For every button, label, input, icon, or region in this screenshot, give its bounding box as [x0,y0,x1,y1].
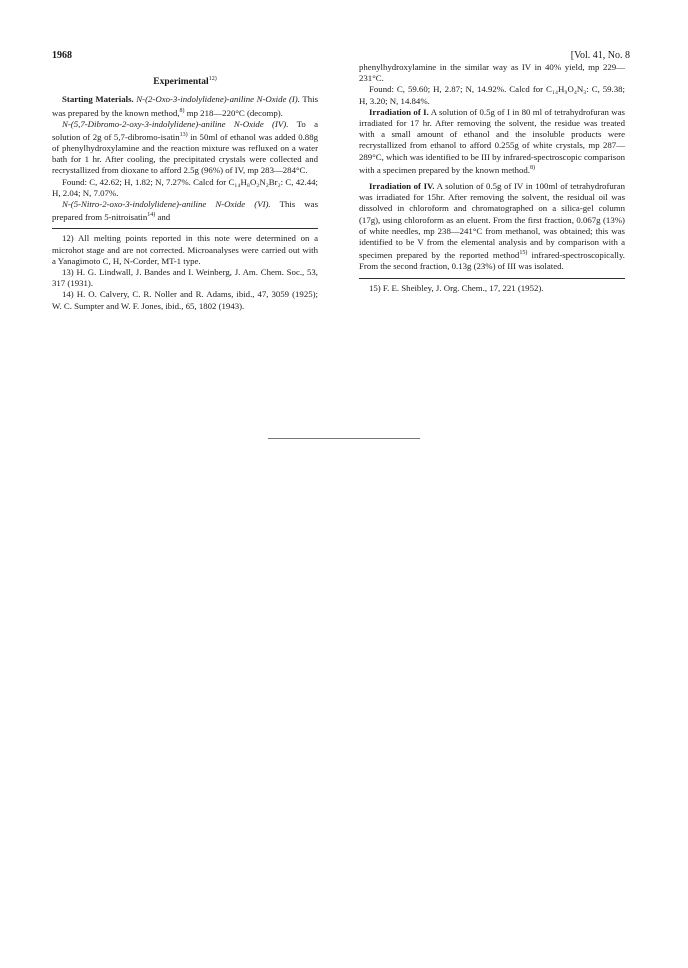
analysis-found: Found: C, 59.60; H, 2.87; N, 14.92%. Calcd [369,84,530,95]
citation-ref: 15) [519,250,528,257]
footnote-divider [359,278,625,279]
section-title-note: 12) [208,76,217,82]
citation-ref: 8) [179,107,185,114]
body-text: in 50ml of ethanol was added 0.88g of phenylhydroxylamine and the reaction mixture was refluxed on a water bath for 1 hr. After cooling, the precipitated crystals were collected and recrystallized from dioxane to afford 2.5g (96%) of IV, mp 283—284°C. [52,131,318,176]
body-text: To a solution of 2g of 5,7-dibromo-isatin [52,118,319,142]
footnote-12: 12) All melting points reported in this note were determined on a microhot stage and are not corrected. Microanalyses were carried out with a Yanagimoto C, H, N-Corder, MT-1 type. [52,233,318,266]
footnote-15: 15) F. E. Sheibley, J. Org. Chem., 17, 221 (1952). [369,282,544,293]
paragraph-irradiation-i [359,107,625,176]
body-text: and [157,212,171,223]
body-text: infrared-spectroscopically. From the second fraction, 0.13g (23%) of III was isolated. [359,250,625,272]
paragraph-irradiation-iv [359,181,625,273]
body-text: This was prepared from 5-nitroisatin [52,199,318,223]
footnote-divider [52,228,318,229]
paragraph-compound-vi [52,199,318,223]
compound-name: N-(5-Nitro-2-oxo-3-indolylidene)-aniline N-Oxide (VI). [62,199,271,210]
body-text: A solution of 0.5g of I in 80 ml of tetrahydrofuran was irradiated for 17 hr. After removing the solvent, the residue was treated with a small amount of ethanol and the insoluble products were recrystallized from ethanol to afford 0.255g of white crystals, mp 287—289°C, which was identified to be III by infrared-spectroscopic comparison with a specimen prepared by the known method. [359,106,625,175]
citation-ref: 13) [179,131,188,138]
footnote-14: 14) H. O. Calvery, C. R. Noller and R. Adams, ibid., 47, 3059 (1925); W. C. Sumpter and W. F. Jones, ibid., 65, 1802 (1943). [52,289,318,311]
citation-ref: 14) [147,212,156,219]
paragraph-analysis-vi [359,84,625,106]
end-rule [268,438,420,439]
footnote-13: 13) H. G. Lindwall, J. Bandes and I. Weinberg, J. Am. Chem. Soc., 53, 317 (1931). [52,266,318,289]
body-text: A solution of 0.5g of IV in 100ml of tetrahydrofuran was irradiated for 15hr. After removing the solvent, the residual oil was dissolved in chloroform and chromatographed on a silica-gel column (17g), using chloroform as an eluent. From the first fraction, 0.067g (13%) of white needles, mp 238—241°C from methanol, was obtained; this was identified to be V from the elemental analysis and by comparison with a specimen prepared by the reported method [359,180,625,261]
run-in-heading: Irradiation of IV. [369,180,435,191]
footnotes-left [52,233,318,311]
analysis-calcd: C₁₄H₈O₂N₂Br₂: C, 42.44; H, 2.04; N, 7.07%. [52,176,318,198]
paragraph-analysis-iv [52,177,318,199]
compound-name: N-(5,7-Dibromo-2-oxy-3-indolylidene)-aniline N-Oxide (IV). [62,118,289,129]
run-in-heading: Starting Materials. [62,94,134,105]
footnotes-right [359,283,625,294]
paragraph-starting-materials [52,94,318,118]
page-number: 1968 [52,50,72,61]
body-text: This was prepared by the known method, [52,94,318,118]
right-column [359,62,625,294]
volume-info: [Vol. 41, No. 8 [570,50,630,61]
analysis-calcd: for C₁₄H₉O₄N₃: C, 59.38; H, 3.20; N, 14.84%. [359,84,625,106]
paragraph-continued: phenylhydroxylamine in the similar way as IV in 40% yield, mp 229—231°C. [359,62,625,84]
section-title-text: Experimental [153,77,209,88]
citation-ref: 8) [530,164,536,171]
paragraph-compound-iv [52,119,318,177]
left-column [52,62,318,312]
analysis-found: Found: C, 42.62; H, 1.82; N, 7.27%. Calcd for [62,176,227,187]
run-in-heading: Irradiation of I. [369,106,429,117]
section-title [52,74,318,88]
body-text: mp 218—220°C (decomp). [186,107,283,118]
compound-name: N-(2-Oxo-3-indolylidene)-aniline N-Oxide (I). [136,94,300,105]
